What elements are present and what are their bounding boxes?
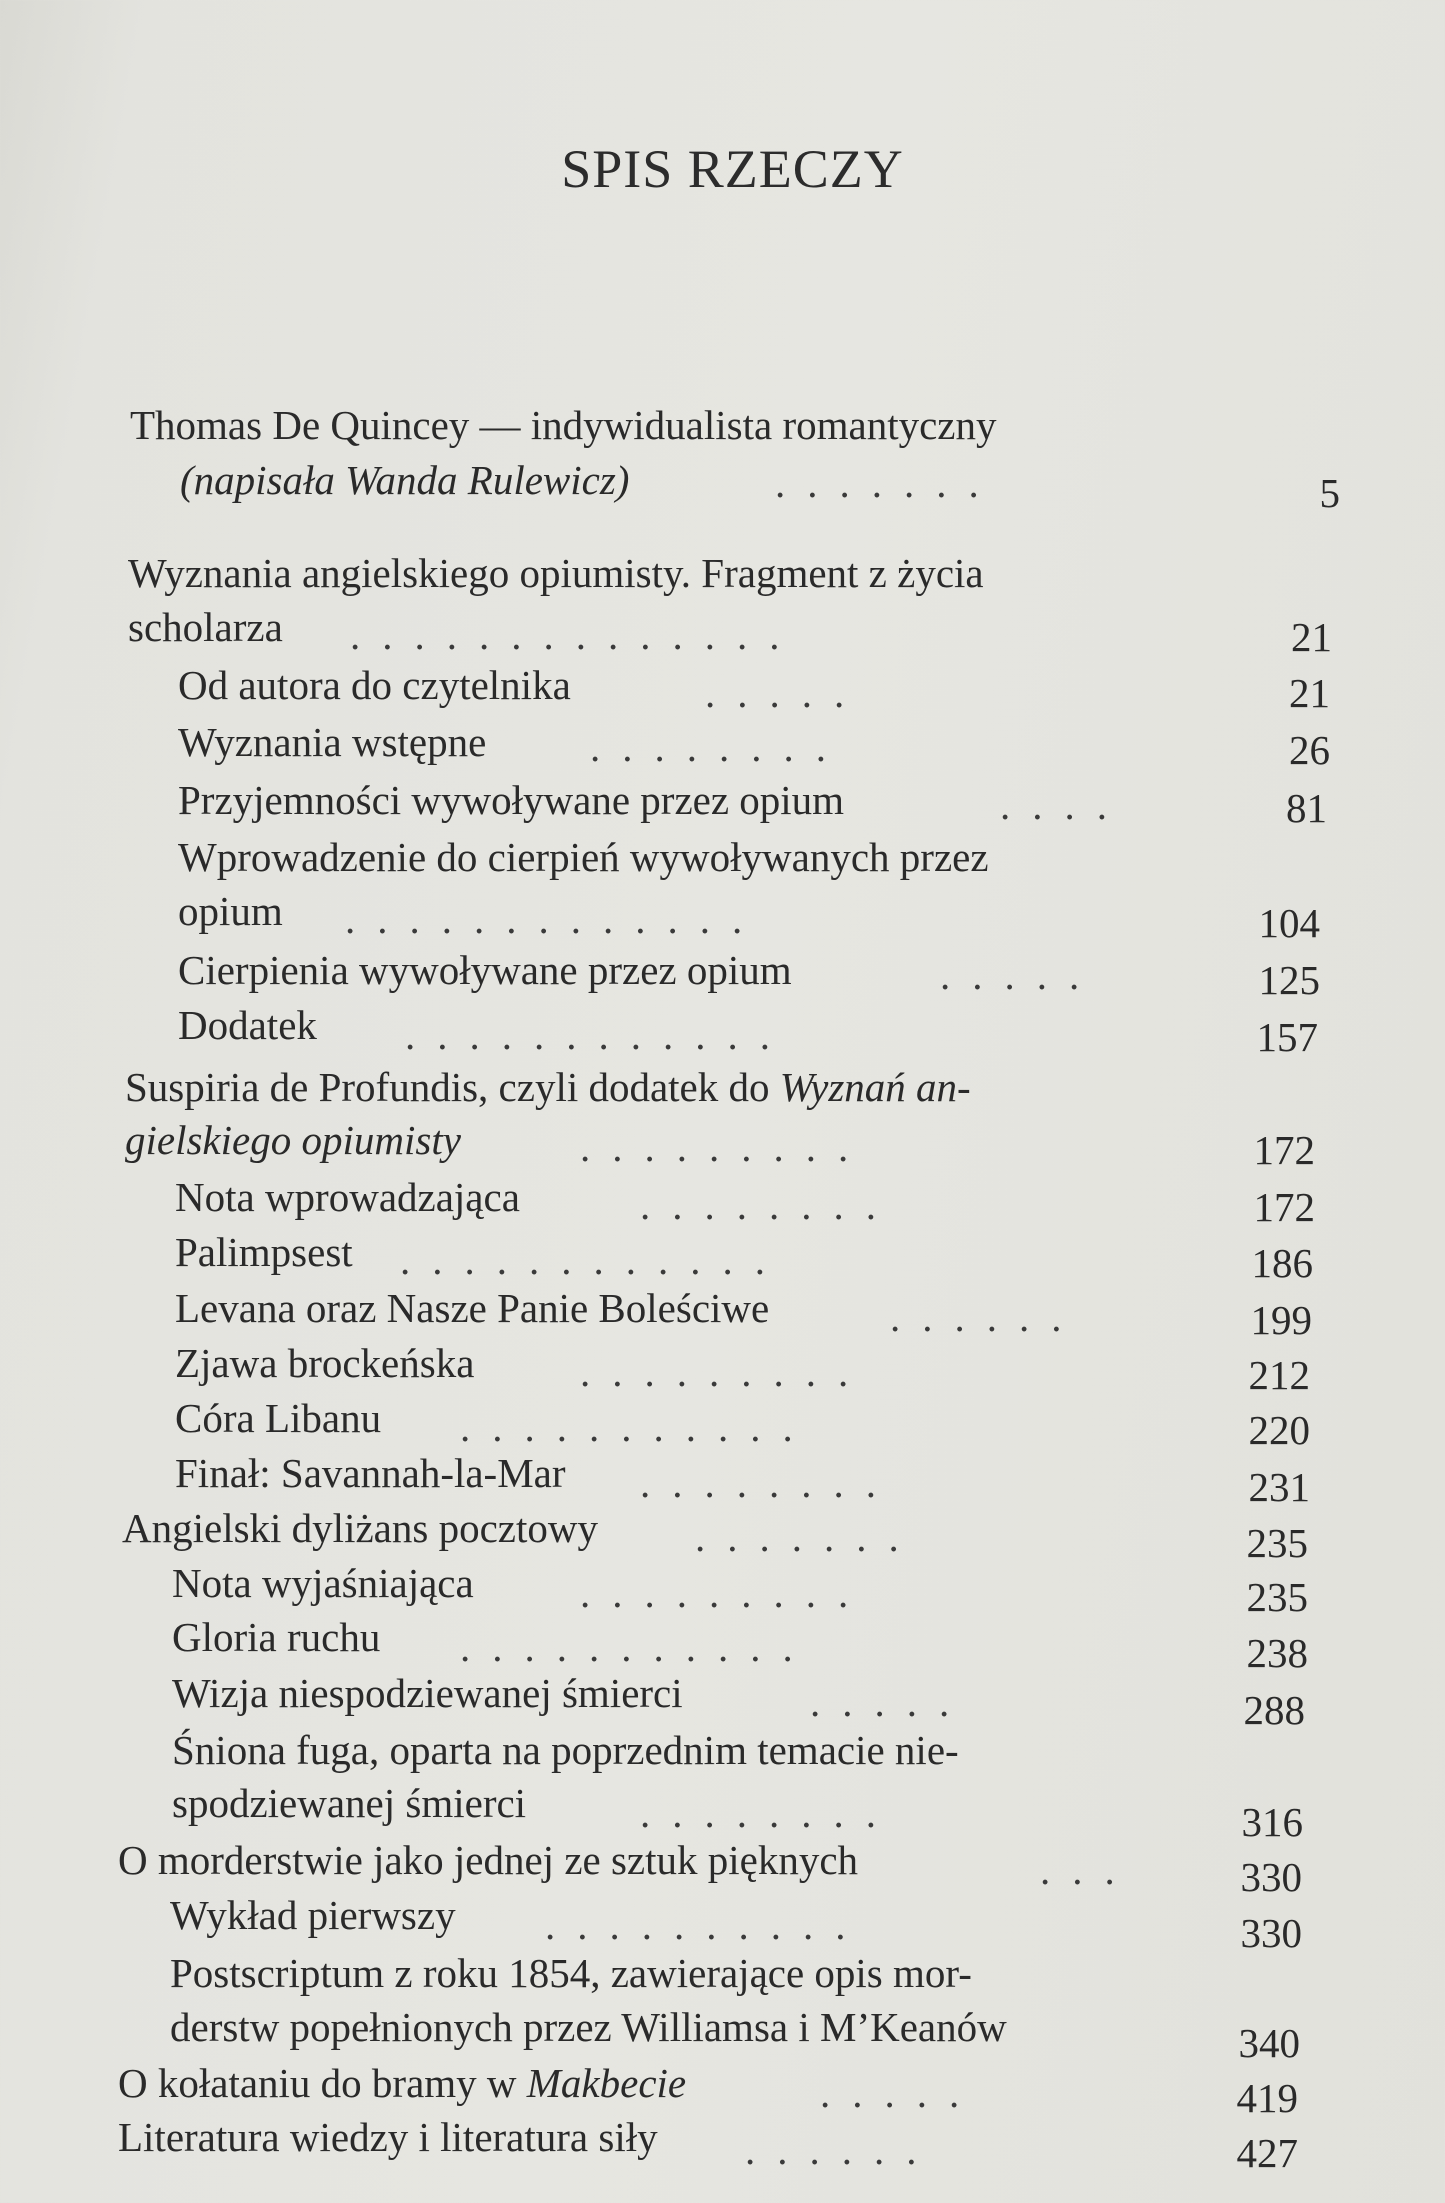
page-title: SPIS RZECZY	[561, 139, 904, 199]
page-number: 81	[1286, 785, 1327, 831]
dot-leader: .........	[580, 1570, 871, 1616]
toc-entry-line: Postscriptum z roku 1854, zawierające opis mor-	[170, 1950, 972, 1996]
dot-leader: ...........	[460, 1404, 815, 1450]
page-number: 238	[1246, 1630, 1308, 1676]
page-number: 5	[1319, 470, 1340, 516]
toc-entry-italic: Wyznań an-	[779, 1064, 971, 1110]
toc-entry-line: scholarza	[128, 604, 283, 650]
dot-leader: ........	[640, 1460, 898, 1506]
toc-entry-line: Od autora do czytelnika	[178, 662, 571, 708]
toc-entry-line	[118, 2058, 686, 2108]
page-number: 419	[1236, 2075, 1298, 2121]
dot-leader: .........	[580, 1124, 871, 1170]
page-number: 21	[1289, 670, 1330, 716]
toc-entry-line: derstw popełnionych przez Williamsa i M’Keanów	[170, 2004, 1007, 2050]
toc-entry-line: Wizja niespodziewanej śmierci	[172, 1670, 683, 1716]
page-number: 231	[1248, 1464, 1310, 1510]
dot-leader: ........	[640, 1182, 898, 1228]
toc-entry-line: (napisała Wanda Rulewicz)	[180, 457, 630, 503]
toc-entry-line: Wyznania wstępne	[178, 719, 487, 765]
dot-leader: ........	[590, 724, 848, 770]
toc-entry-line: Nota wyjaśniająca	[172, 1560, 474, 1606]
dot-leader: .......	[775, 460, 1001, 506]
page-number: 172	[1253, 1184, 1315, 1230]
page-number: 212	[1248, 1352, 1310, 1398]
page-number: 186	[1251, 1240, 1313, 1286]
toc-entry-line: Cierpienia wywoływane przez opium	[178, 947, 792, 993]
toc-entry-line: O morderstwie jako jednej ze sztuk pięknych	[118, 1837, 859, 1883]
dot-leader: ....	[1000, 782, 1129, 828]
toc-entry-line: Śniona fuga, oparta na poprzednim temacie nie-	[172, 1727, 959, 1773]
dot-leader: ........	[640, 1790, 898, 1836]
toc-entry-line: Nota wprowadzająca	[175, 1174, 520, 1220]
page-number: 157	[1256, 1014, 1318, 1060]
toc-entry-line: Thomas De Quincey — indywidualista romantyczny	[130, 402, 997, 448]
dot-leader: .....	[940, 952, 1102, 998]
page-number: 288	[1243, 1687, 1305, 1733]
page-number: 330	[1240, 1910, 1302, 1956]
toc-entry-line: Literatura wiedzy i literatura siły	[118, 2114, 658, 2160]
toc-entry-line: Palimpsest	[175, 1229, 353, 1275]
toc-entry-text: O kołataniu do bramy w	[118, 2060, 527, 2106]
dot-leader: ..........	[545, 1902, 868, 1948]
page-number: 21	[1291, 614, 1332, 660]
toc-entry-line: Wprowadzenie do cierpień wywoływanych przez	[178, 834, 989, 880]
toc-entry-line: Wykład pierwszy	[170, 1892, 456, 1938]
toc-entry-line: opium	[178, 888, 283, 934]
toc-entry-text: Suspiria de Profundis, czyli dodatek do	[125, 1064, 780, 1110]
page-number: 340	[1238, 2020, 1300, 2066]
page-number: 427	[1236, 2130, 1298, 2176]
toc-entry-line: Przyjemności wywoływane przez opium	[178, 777, 845, 823]
page-number: 316	[1241, 1799, 1303, 1845]
dot-leader: .............	[345, 896, 765, 942]
dot-leader: ............	[400, 1237, 787, 1283]
toc-entry-line: Zjawa brockeńska	[175, 1340, 475, 1386]
dot-leader: ..............	[350, 612, 802, 658]
toc-entry-line: gielskiego opiumisty	[125, 1117, 461, 1163]
toc-entry-line: Levana oraz Nasze Panie Boleściwe	[175, 1285, 770, 1331]
page-number: 235	[1246, 1520, 1308, 1566]
dot-leader: ...	[1040, 1847, 1137, 1893]
dot-leader: .....	[820, 2070, 982, 2116]
toc-entry-line: Dodatek	[178, 1002, 317, 1048]
toc-entry-line	[125, 1062, 971, 1112]
dot-leader: .....	[705, 670, 867, 716]
toc-entry-line: spodziewanej śmierci	[172, 1780, 527, 1826]
dot-leader: .........	[580, 1349, 871, 1395]
page-number: 125	[1258, 957, 1320, 1003]
dot-leader: ......	[890, 1294, 1084, 1340]
toc-entry-line: Wyznania angielskiego opiumisty. Fragment z życia	[128, 550, 984, 596]
toc-entry-line: Finał: Savannah-la-Mar	[175, 1450, 566, 1496]
dot-leader: .......	[695, 1514, 921, 1560]
page-number: 330	[1240, 1854, 1302, 1900]
page-number: 220	[1248, 1407, 1310, 1453]
page-number: 235	[1246, 1574, 1308, 1620]
toc-entry-italic: Makbecie	[526, 2060, 687, 2106]
dot-leader: ...........	[460, 1624, 815, 1670]
toc-entry-line: Córa Libanu	[175, 1395, 382, 1441]
toc-entry-line: Angielski dyliżans pocztowy	[122, 1505, 598, 1551]
dot-leader: ............	[405, 1012, 792, 1058]
dot-leader: ......	[745, 2127, 939, 2173]
page-number: 172	[1253, 1127, 1315, 1173]
page-number: 104	[1258, 900, 1320, 946]
dot-leader: .....	[810, 1679, 972, 1725]
page-number: 199	[1250, 1297, 1312, 1343]
page-number: 26	[1289, 727, 1330, 773]
toc-entry-line: Gloria ruchu	[172, 1614, 381, 1660]
